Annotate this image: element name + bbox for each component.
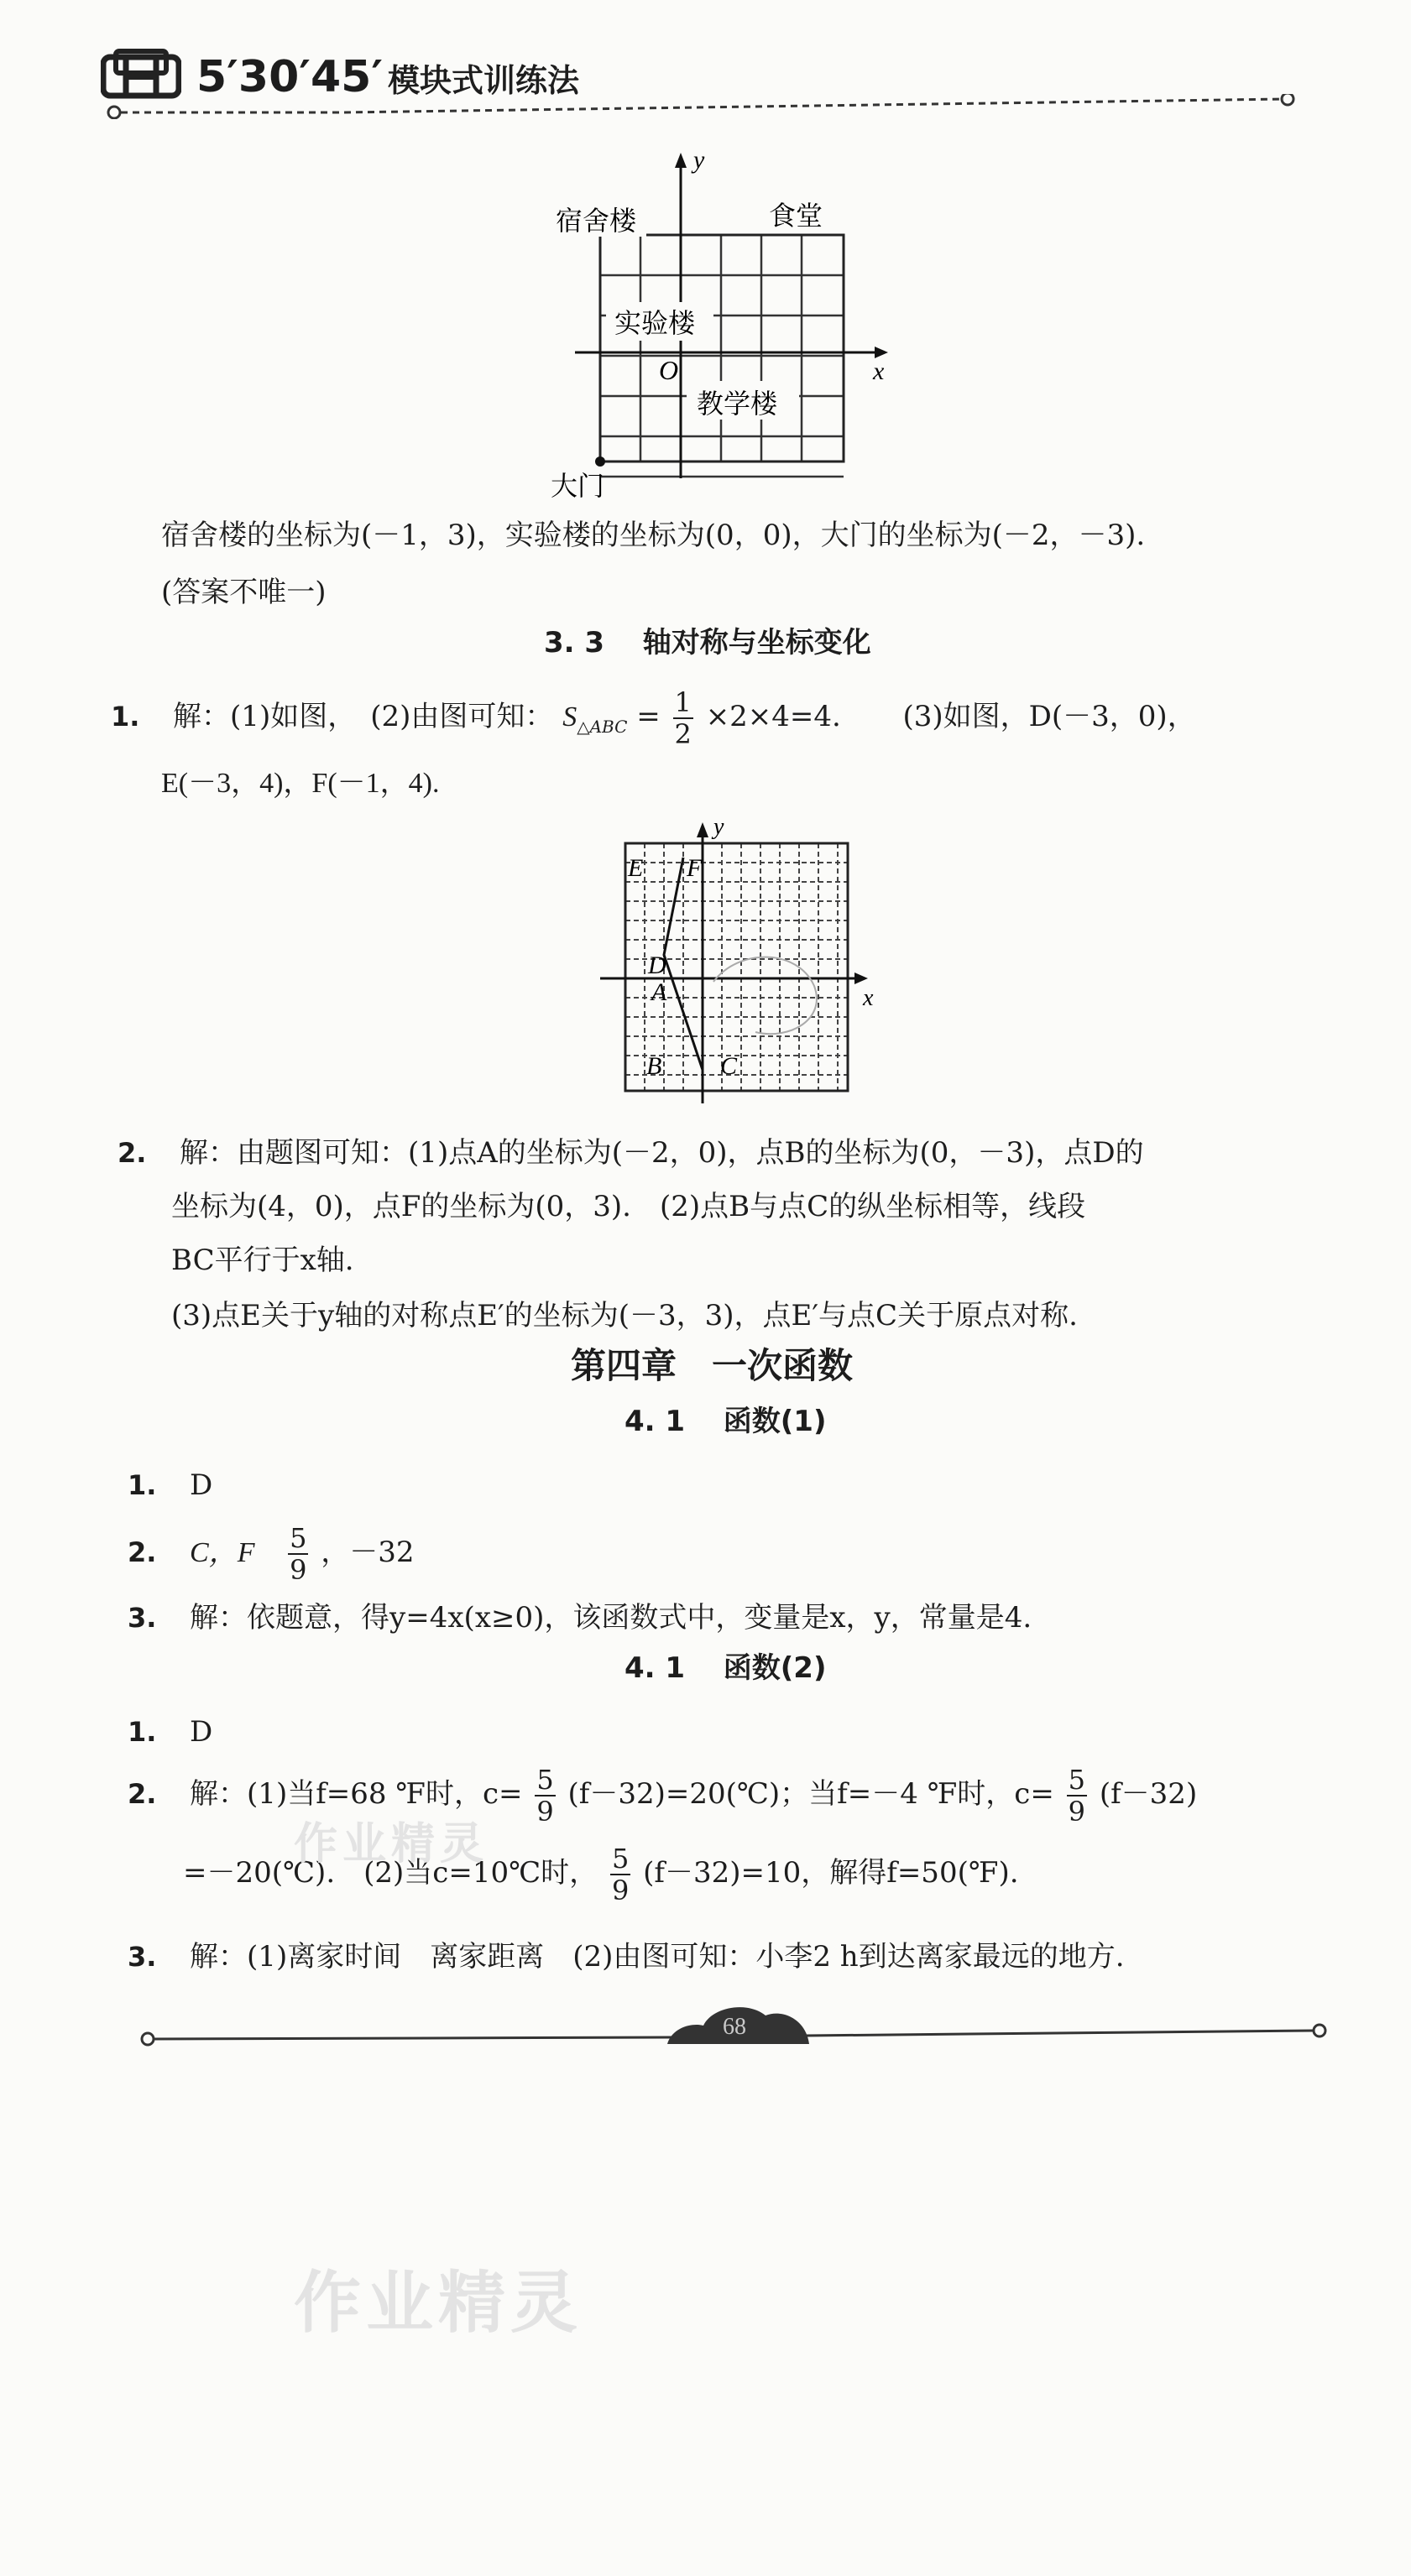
one-half-fraction: [673, 686, 693, 750]
q1-3-3-line2: E(－3，4)，F(－1，4).: [161, 768, 440, 799]
fraction-denominator: 2: [674, 718, 692, 750]
question-number: 2.: [128, 1778, 157, 1810]
fraction-numerator: 5: [611, 1843, 630, 1875]
five-ninths-fraction: [288, 1522, 308, 1586]
s41b-q1: [128, 1713, 212, 1750]
area-symbol: S: [562, 701, 577, 733]
point-f-label: F: [687, 854, 703, 882]
q1-3-3-line1: [111, 686, 1196, 750]
q1-part-a: 解：(1)如图， (2)由图可知：: [173, 700, 554, 733]
q3-text: 解：(1)离家时间 离家距离 (2)由图可知：小李2 h到达离家最远的地方.: [190, 1940, 1125, 1974]
x-axis-arrow-icon: [875, 347, 888, 358]
fig1-x-axis-label: x: [873, 357, 885, 385]
page-number: 68: [723, 2014, 746, 2040]
section-number: 3. 3: [544, 626, 605, 660]
point-b-label: B: [646, 1052, 662, 1080]
header-book-title: 模块式训练法: [388, 62, 580, 99]
watermark-lower: 作业精灵: [294, 2264, 583, 2342]
fig1-y-axis-label: y: [693, 146, 705, 174]
s41b-q3: [128, 1938, 1125, 1975]
area-subscript: △ABC: [577, 717, 628, 737]
q2-3-3-line2: 坐标为(4，0)，点F的坐标为(0，3). (2)点B与点C的纵坐标相等，线段: [171, 1190, 1086, 1223]
symmetry-grid-figure: [588, 806, 907, 1116]
q2-3-3-line3: BC平行于x轴.: [171, 1244, 354, 1277]
five-ninths-fraction: [610, 1845, 630, 1904]
section-4-1-part1-heading: [624, 1403, 827, 1440]
q2-line1-c: (f－32): [1099, 1777, 1198, 1811]
q2-line2-b: (f－32)=10，解得f=50(℉).: [643, 1856, 1019, 1890]
x-axis-arrow-icon: [854, 973, 868, 984]
dorm-answer-line2: (答案不唯一): [161, 576, 327, 609]
five-ninths-fraction: [1067, 1764, 1087, 1828]
section-title: 轴对称与坐标变化: [642, 626, 871, 660]
answer-part-a: C，F: [190, 1537, 255, 1568]
header-book-code: 5′30′45′: [196, 52, 384, 102]
equals-sign: =: [636, 700, 661, 733]
q2-line1-b: (f－32)=20(℃)；当f=－4 ℉时，c=: [567, 1777, 1054, 1811]
watermark-upper: 作业精灵: [294, 1819, 489, 1869]
q2-line1-a: 解：(1)当f=68 ℉时，c=: [190, 1777, 523, 1811]
question-number: 2.: [128, 1536, 157, 1568]
q2-3-3-line4: (3)点E关于y轴的对称点E′的坐标为(－3，3)，点E′与点C关于原点对称.: [171, 1299, 1078, 1332]
area-result: ×2×4=4.: [705, 700, 841, 733]
s41b-q2-line1: [128, 1759, 1197, 1829]
teaching-label: 教学楼: [697, 388, 778, 420]
fraction-numerator: 5: [536, 1764, 554, 1796]
book-logo-icon: [101, 49, 181, 101]
section-3-3-heading: [544, 624, 871, 661]
question-number: 1.: [128, 1469, 157, 1501]
fig2-x-axis-label: x: [863, 985, 874, 1011]
canteen-label: 食堂: [769, 200, 823, 232]
q3-text: 解：依题意，得y=4x(x≥0)，该函数式中，变量是x，y，常量是4.: [190, 1601, 1032, 1635]
five-ninths-fraction: [535, 1764, 555, 1828]
section-title: 函数(1): [723, 1405, 827, 1438]
y-axis-arrow-icon: [697, 822, 708, 837]
header-logo: [101, 49, 181, 101]
question-number: 3.: [128, 1602, 157, 1634]
section-4-1-part2-heading: [624, 1650, 827, 1687]
fig2-y-axis-label: y: [713, 814, 724, 840]
question-number: 1.: [128, 1716, 157, 1748]
fig1-origin-label: O: [659, 355, 679, 385]
point-d-label: D: [648, 952, 666, 979]
fraction-denominator: 9: [290, 1554, 307, 1586]
question-number: 1.: [111, 701, 140, 733]
fraction-numerator: 5: [1068, 1764, 1086, 1796]
answer: D: [190, 1715, 213, 1749]
campus-coordinate-figure: [537, 143, 907, 503]
question-number: 3.: [128, 1941, 157, 1973]
q2-3-3-line1: [118, 1134, 1144, 1171]
question-number: 2.: [118, 1137, 147, 1169]
point-e-label: E: [628, 854, 644, 882]
s41a-q1: [128, 1467, 212, 1504]
fraction-numerator: 5: [290, 1522, 307, 1554]
gate-label: 大门: [551, 470, 605, 502]
answer: D: [190, 1468, 213, 1502]
stamp-mark: [713, 957, 817, 1035]
point-a-label: A: [651, 978, 667, 1006]
y-axis-arrow-icon: [675, 153, 687, 168]
gate-point: [595, 456, 605, 467]
dorm-answer-line1: 宿舍楼的坐标为(－1，3)，实验楼的坐标为(0，0)，大门的坐标为(－2，－3).: [161, 519, 1146, 552]
chapter-4-title: 第四章 一次函数: [571, 1345, 854, 1386]
s41a-q2: [128, 1519, 415, 1586]
lab-label: 实验楼: [614, 307, 696, 339]
s41a-q3: [128, 1599, 1032, 1636]
fraction-denominator: 9: [1068, 1796, 1086, 1828]
fraction-denominator: 9: [611, 1875, 630, 1906]
fraction-denominator: 9: [536, 1796, 554, 1828]
fraction-numerator: 1: [674, 686, 692, 718]
q2-line2-a: =－20(℃). (2)当c=10℃时，: [183, 1856, 598, 1890]
section-number: 4. 1: [624, 1405, 686, 1438]
dorm-label: 宿舍楼: [556, 205, 637, 237]
header-dashed-rule: [101, 94, 1301, 119]
section-title: 函数(2): [723, 1651, 827, 1685]
q2-line1-text: 解：由题图可知：(1)点A的坐标为(－2，0)，点B的坐标为(0，－3)，点D的: [180, 1136, 1144, 1170]
section-number: 4. 1: [624, 1651, 686, 1685]
answer-part-b: ，－32: [321, 1536, 415, 1569]
point-c-label: C: [720, 1052, 738, 1080]
q1-part-c: (3)如图，D(－3，0)，: [902, 700, 1196, 733]
